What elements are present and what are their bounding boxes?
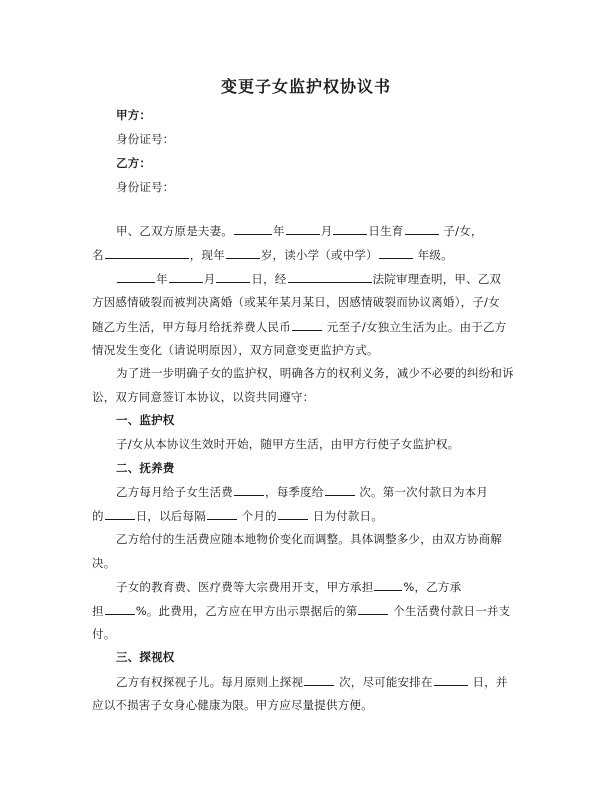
text: 随乙方生活，甲方每月给抚养费人民币 — [92, 320, 291, 334]
section-heading-support: 二、抚养费 — [116, 461, 175, 475]
text: 日，经 — [251, 272, 287, 286]
blank-field — [105, 603, 135, 615]
text: 乙方每月给子女生活费 — [116, 485, 233, 499]
section-heading-guardianship: 一、监护权 — [116, 413, 175, 427]
text: 年 — [156, 272, 168, 286]
text: 甲、乙双方原是夫妻。 — [116, 224, 233, 238]
paragraph-line — [116, 223, 483, 238]
blank-field — [278, 508, 308, 520]
blank-field — [105, 508, 135, 520]
paragraph-line: 应以不损害子女身心健康为限。甲方应尽量提供方便。 — [92, 698, 373, 712]
text: 日，并 — [472, 675, 508, 689]
paragraph-line: 决。 — [92, 556, 116, 570]
text: 次，尽可能安排在 — [339, 675, 433, 689]
text: 年 — [273, 224, 285, 238]
blank-field — [434, 674, 468, 686]
blank-field — [325, 484, 355, 496]
text: 个月的 — [241, 509, 277, 523]
blank-field — [207, 508, 237, 520]
text: 乙方有权探视子儿。每月原则上探视 — [116, 675, 304, 689]
text: 个生活费付款日一并支 — [393, 604, 511, 618]
blank-field — [405, 223, 439, 235]
paragraph-line: 情况发生变化（请说明原因），双方同意变更监护方式。 — [92, 343, 379, 357]
document-title: 变更子女监护权协议书 — [220, 77, 391, 96]
blank-field — [234, 484, 264, 496]
paragraph-line — [116, 271, 501, 286]
party-a-label: 甲方： — [116, 108, 152, 122]
text: 法院审理查明，甲、乙双 — [372, 272, 502, 286]
blank-field — [169, 271, 203, 283]
paragraph-line — [92, 603, 510, 618]
blank-field — [374, 579, 402, 591]
text: 日，以后每隔 — [135, 509, 206, 523]
blank-field — [304, 674, 334, 686]
text: 月 — [320, 224, 333, 238]
blank-field — [117, 271, 155, 283]
paragraph-line: 讼，双方同意签订本协议，以资共同遵守： — [92, 390, 315, 404]
blank-field — [226, 247, 260, 259]
paragraph-line: 子/女从本协议生效时开始，随甲方生活，由甲方行使子女监护权。 — [116, 437, 460, 451]
blank-field — [292, 319, 322, 331]
party-a-id-label: 身份证号： — [116, 132, 175, 146]
blank-field — [234, 223, 272, 235]
text: 日生育 — [368, 224, 404, 238]
text: 年级。 — [417, 248, 453, 262]
paragraph-line: 方因感情破裂而被判决离婚（或某年某月某日，因感情破裂而协议离婚），子/女 — [92, 295, 500, 309]
blank-field — [358, 603, 388, 615]
blank-field — [379, 247, 413, 259]
text: ，每季度给 — [265, 485, 324, 499]
text: 的 — [92, 509, 104, 523]
text: 子女的教育费、医疗费等大宗费用开支，甲方承担 — [116, 580, 374, 594]
paragraph-line — [116, 674, 508, 689]
text: ，现年 — [189, 248, 225, 262]
text: 子/女， — [443, 224, 483, 238]
paragraph-line — [92, 319, 506, 334]
party-b-label: 乙方： — [116, 156, 152, 170]
blank-field — [286, 223, 320, 235]
paragraph-line: 为了进一步明确子女的监护权，明确各方的权利义务，减少不必要的纠纷和诉 — [116, 366, 514, 380]
paragraph-line — [92, 247, 453, 262]
blank-field — [333, 223, 367, 235]
paragraph-line: 付。 — [92, 627, 116, 641]
blank-field — [105, 247, 189, 259]
text: 岁，读小学（或中学） — [260, 248, 378, 262]
text: %，乙方承 — [403, 580, 462, 594]
text: 元至子/女独立生活为止。由于乙方 — [326, 320, 507, 334]
paragraph-line — [116, 579, 461, 594]
paragraph-line: 乙方给付的生活费应随本地物价变化而调整。具体调整多少，由双方协商解 — [116, 532, 503, 546]
section-heading-visitation: 三、探视权 — [116, 650, 175, 664]
text: 月 — [203, 272, 216, 286]
text: 日为付款日。 — [312, 509, 383, 523]
paragraph-line — [92, 508, 383, 523]
text: 担 — [92, 604, 104, 618]
text: 名 — [92, 248, 104, 262]
paragraph-line — [116, 484, 488, 499]
text: 次。第一次付款日为本月 — [359, 485, 489, 499]
blank-field — [216, 271, 250, 283]
blank-field — [288, 271, 372, 283]
text: %。此费用，乙方应在甲方出示票据后的第 — [135, 604, 358, 618]
party-b-id-label: 身份证号： — [116, 180, 175, 194]
